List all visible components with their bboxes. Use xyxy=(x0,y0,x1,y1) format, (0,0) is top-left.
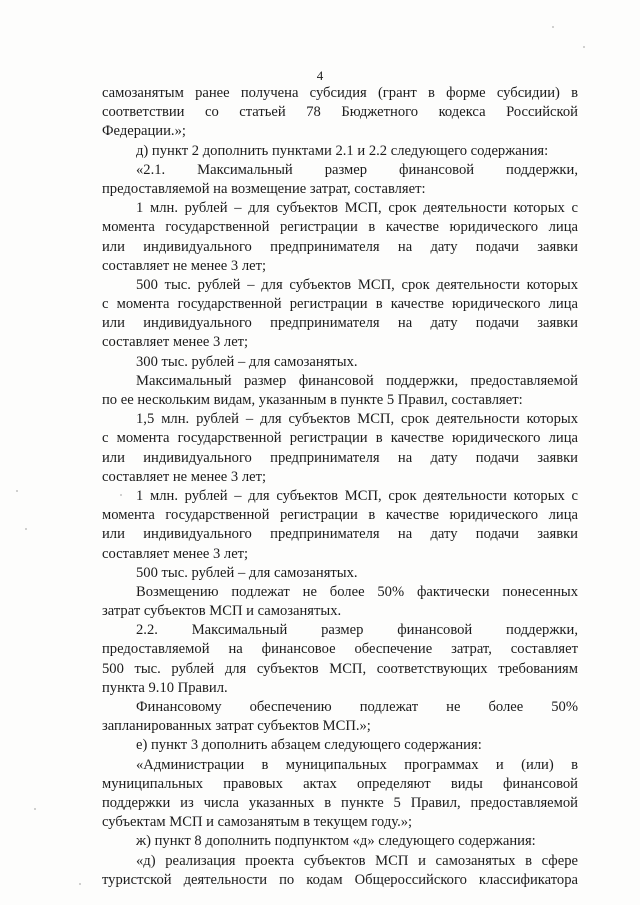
text-line: «д) реализация проекта субъектов МСП и самозанятых в сфере xyxy=(136,852,578,869)
text-line: момента государственной регистрации в качестве юридического лица xyxy=(102,507,578,524)
text-line: или индивидуального предпринимателя на дату подачи заявки xyxy=(102,526,578,543)
text-line: составляет менее 3 лет; xyxy=(102,545,249,562)
text-line: Финансовому обеспечению подлежат не более 50% xyxy=(136,699,578,715)
text-line: 1 млн. рублей – для субъектов МСП, срок деятельности которых с xyxy=(136,200,578,217)
text-line: 1,5 млн. рублей – для субъектов МСП, срок деятельности которых xyxy=(136,411,578,428)
scan-speck xyxy=(34,808,36,810)
text-line: составляет не менее 3 лет; xyxy=(102,257,267,274)
text-line: или индивидуального предпринимателя на дату подачи заявки xyxy=(102,238,578,255)
scan-speck xyxy=(583,46,585,48)
scan-speck xyxy=(552,26,554,28)
text-line: 500 тыс. рублей – для самозанятых. xyxy=(136,564,358,581)
text-line: Максимальный размер финансовой поддержки, предоставляемой xyxy=(136,372,578,389)
text-line: Федерации.»; xyxy=(102,123,186,140)
text-line: соответствии со статьей 78 Бюджетного кодекса Российской xyxy=(102,104,578,121)
scan-speck xyxy=(79,883,81,885)
scan-speck xyxy=(120,494,122,496)
text-line: по ее нескольким видам, указанным в пункте 5 Правил, составляет: xyxy=(102,392,523,408)
text-line: 500 тыс. рублей – для субъектов МСП, срок деятельности которых xyxy=(136,276,578,293)
text-line: муниципальных правовых актах определяют виды финансовой xyxy=(102,775,578,792)
text-line: составляет менее 3 лет; xyxy=(102,334,249,351)
text-line: ж) пункт 8 дополнить подпунктом «д» следующего содержания: xyxy=(136,833,536,850)
scan-speck xyxy=(25,528,27,530)
text-line: е) пункт 3 дополнить абзацем следующего содержания: xyxy=(136,737,482,754)
text-line: составляет не менее 3 лет; xyxy=(102,468,267,485)
text-line: 300 тыс. рублей – для самозанятых. xyxy=(136,353,358,370)
text-line: 500 тыс. рублей для субъектов МСП, соответствующих требованиям xyxy=(102,660,578,677)
text-line: момента государственной регистрации в качестве юридического лица xyxy=(102,219,578,236)
text-line: предоставляемой на финансовое обеспечение затрат, составляет xyxy=(102,641,578,658)
text-line: затрат субъектов МСП и самозанятых. xyxy=(102,603,342,620)
document-body xyxy=(102,84,578,890)
text-line: 2.2. Максимальный размер финансовой поддержки, xyxy=(136,622,578,639)
text-line: самозанятым ранее получена субсидия (грант в форме субсидии) в xyxy=(102,85,578,101)
text-line: пункта 9.10 Правил. xyxy=(102,679,228,696)
text-line: Возмещению подлежат не более 50% фактически понесенных xyxy=(136,583,578,600)
text-line: с момента государственной регистрации в качестве юридического лица xyxy=(102,430,578,447)
text-line: «2.1. Максимальный размер финансовой поддержки, xyxy=(136,161,578,178)
scan-speck xyxy=(16,490,18,492)
text-line: запланированных затрат субъектов МСП.»; xyxy=(102,718,371,735)
text-line: поддержки из числа указанных в пункте 5 Правил, предоставляемой xyxy=(102,794,578,811)
text-line: туристской деятельности по кодам Общероссийского классификатора xyxy=(102,871,578,888)
text-line: д) пункт 2 дополнить пунктами 2.1 и 2.2 следующего содержания: xyxy=(136,142,549,159)
page-number: 4 xyxy=(316,68,324,83)
text-line: «Администрации в муниципальных программах и (или) в xyxy=(136,756,578,773)
text-line: субъектам МСП и самозанятым в текущем году.»; xyxy=(102,814,413,831)
text-line: или индивидуального предпринимателя на дату подачи заявки xyxy=(102,315,578,332)
text-line: предоставляемой на возмещение затрат, составляет: xyxy=(102,180,426,197)
text-line: с момента государственной регистрации в качестве юридического лица xyxy=(102,296,578,313)
text-line: 1 млн. рублей – для субъектов МСП, срок деятельности которых с xyxy=(136,487,578,504)
text-line: или индивидуального предпринимателя на дату подачи заявки xyxy=(102,449,578,466)
